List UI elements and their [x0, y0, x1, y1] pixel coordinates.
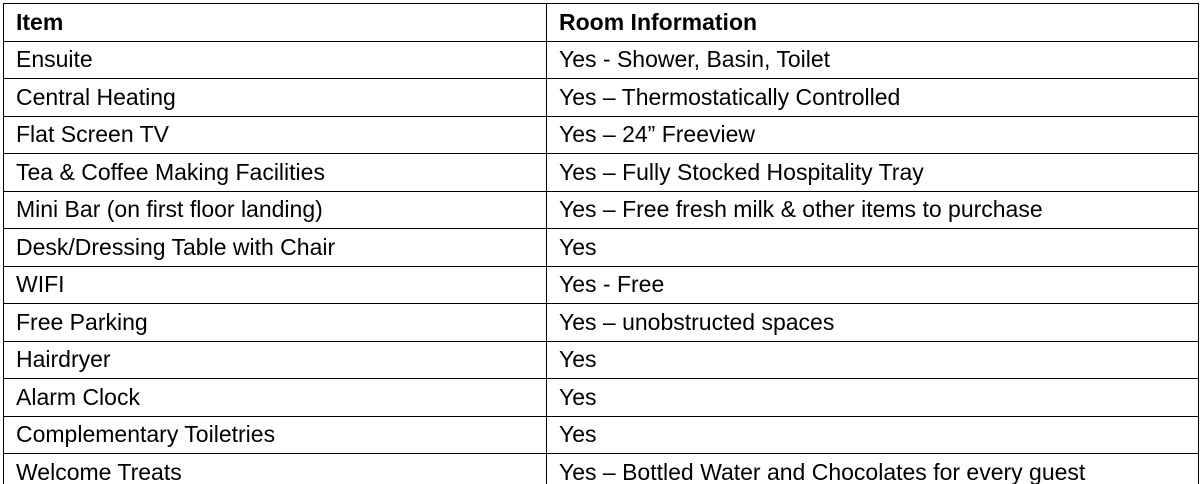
header-item: Item	[4, 4, 547, 42]
table-row	[4, 79, 1199, 117]
table-row	[4, 304, 1199, 342]
cell-item: Flat Screen TV	[4, 116, 547, 154]
table-row	[4, 116, 1199, 154]
cell-item: Tea & Coffee Making Facilities	[4, 154, 547, 192]
cell-item: Alarm Clock	[4, 379, 547, 417]
cell-room-information: Yes – unobstructed spaces	[547, 304, 1199, 342]
cell-room-information: Yes – Thermostatically Controlled	[547, 79, 1199, 117]
cell-item: Central Heating	[4, 79, 547, 117]
cell-room-information: Yes - Shower, Basin, Toilet	[547, 41, 1199, 79]
cell-room-information: Yes – Fully Stocked Hospitality Tray	[547, 154, 1199, 192]
table-row	[4, 229, 1199, 267]
cell-room-information: Yes	[547, 416, 1199, 454]
cell-item: Desk/Dressing Table with Chair	[4, 229, 547, 267]
table-row	[4, 454, 1199, 484]
cell-room-information: Yes – Bottled Water and Chocolates for every guest	[547, 454, 1199, 484]
header-room-information: Room Information	[547, 4, 1199, 42]
cell-room-information: Yes	[547, 341, 1199, 379]
table-body	[4, 41, 1199, 484]
cell-room-information: Yes	[547, 229, 1199, 267]
cell-item: WIFI	[4, 266, 547, 304]
table-row	[4, 191, 1199, 229]
cell-item: Ensuite	[4, 41, 547, 79]
table-row	[4, 341, 1199, 379]
cell-item: Welcome Treats	[4, 454, 547, 484]
cell-item: Complementary Toiletries	[4, 416, 547, 454]
cell-room-information: Yes – Free fresh milk & other items to purchase	[547, 191, 1199, 229]
table-row	[4, 154, 1199, 192]
header-row	[4, 4, 1199, 42]
table-row	[4, 266, 1199, 304]
table-row	[4, 41, 1199, 79]
cell-room-information: Yes – 24” Freeview	[547, 116, 1199, 154]
cell-item: Free Parking	[4, 304, 547, 342]
table-header	[4, 4, 1199, 42]
table-row	[4, 416, 1199, 454]
cell-item: Mini Bar (on first floor landing)	[4, 191, 547, 229]
room-information-table	[3, 3, 1199, 484]
cell-item: Hairdryer	[4, 341, 547, 379]
cell-room-information: Yes	[547, 379, 1199, 417]
table-row	[4, 379, 1199, 417]
cell-room-information: Yes - Free	[547, 266, 1199, 304]
